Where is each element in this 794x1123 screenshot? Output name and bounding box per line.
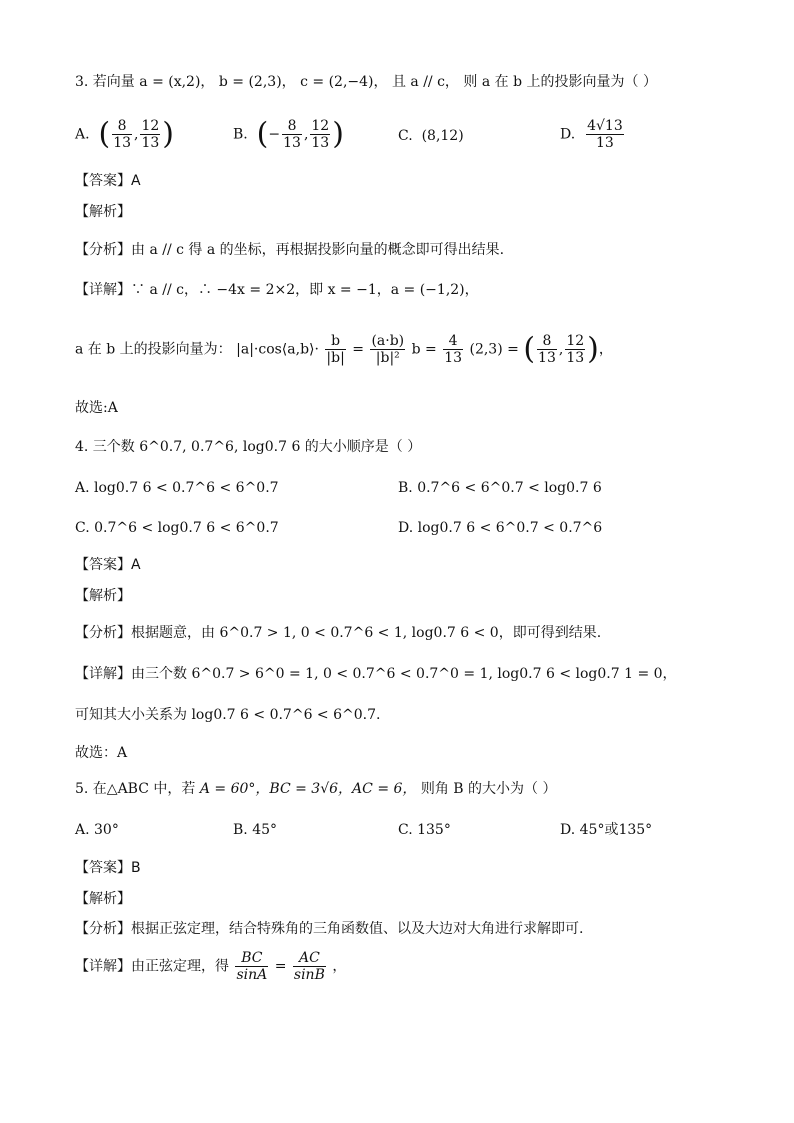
q3-analysis-heading: 【解析】: [75, 204, 131, 220]
q3-stem: [75, 72, 657, 92]
q3-stem-prefix: 3. 若向量: [75, 74, 135, 90]
q3-option-b-label: B.: [233, 126, 248, 143]
q3-stem-vector-a: a = (x,2)，: [139, 74, 215, 90]
q4-option-a: A. log0.7 6 < 0.7^6 < 6^0.7: [75, 480, 279, 496]
q4-guxuan: 故选：A: [75, 745, 128, 761]
q3-fenxi: 【分析】由 a // c 得 a 的坐标，再根据投影向量的概念即可得出结果.: [75, 242, 505, 258]
q3-option-c: [398, 126, 464, 146]
q3-answer: 【答案】A: [75, 173, 141, 189]
q5-xiangjie: [75, 950, 346, 983]
q3-xiangjie-result-frac1: $\frac{8}{13}$: [538, 333, 556, 366]
q3-option-d: [560, 118, 626, 151]
q5-option-d: D. 45°或135°: [560, 822, 653, 838]
q4-option-b: B. 0.7^6 < 6^0.7 < log0.7 6: [398, 480, 602, 496]
q4-fenxi: 【分析】根据题意，由 6^0.7 > 1, 0 < 0.7^6 < 1, log0.7 6 < 0，即可得到结果.: [75, 625, 602, 641]
q4-xiangjie: 【详解】由三个数 6^0.7 > 6^0 = 1, 0 < 0.7^6 < 0.7^0 = 1, log0.7 6 < log0.7 1 = 0，: [75, 666, 677, 682]
q4-stem: 4. 三个数 6^0.7, 0.7^6, log0.7 6 的大小顺序是（ ）: [75, 439, 422, 455]
q3-xiangjie-frac-unit: $\frac{b}{|b|}$: [326, 333, 345, 366]
q3-option-a: A. ( $\frac{8}{13}$ , $\frac{12}{13}$ ): [75, 116, 175, 152]
q5-xiangjie-frac1: $\frac{BC}{\sin A}$: [236, 950, 268, 983]
q3-option-d-frac: $\frac{4√13}{13}$: [587, 118, 623, 151]
q5-option-b: B. 45°: [233, 822, 278, 838]
q5-answer: 【答案】B: [75, 860, 141, 876]
q3-option-b-frac1: $\frac{8}{13}$: [283, 118, 301, 151]
q3-xiangjie-line2-term2: b =: [411, 341, 437, 358]
q3-option-d-label: D.: [560, 126, 576, 143]
q3-option-a-frac2: $\frac{12}{13}$: [141, 118, 160, 151]
q3-stem-question: a 在 b 上的投影向量为（ ）: [481, 74, 657, 90]
q3-option-a-label: A.: [75, 126, 90, 143]
q3-guxuan: 故选:A: [75, 400, 118, 416]
q3-xiangjie-result-frac2: $\frac{12}{13}$: [566, 333, 585, 366]
q5-xiangjie-frac2: $\frac{AC}{\sin B}$: [293, 950, 325, 983]
q5-option-a: A. 30°: [75, 822, 119, 838]
q3-option-b: B. (− $\frac{8}{13}$ , $\frac{12}{13}$ ): [233, 116, 344, 152]
q3-stem-vector-c: c = (2,−4)，: [300, 74, 388, 90]
q3-xiangjie-line1: 【详解】∵ a // c，∴ −4x = 2×2，即 x = −1，a = (−1,2)，: [75, 282, 479, 298]
q3-stem-parallel: a // c，: [410, 74, 459, 90]
q4-answer: 【答案】A: [75, 557, 141, 573]
q4-option-c: C. 0.7^6 < log0.7 6 < 6^0.7: [75, 520, 279, 536]
q5-stem-suffix: 则角 B 的大小为（ ）: [420, 781, 557, 797]
q3-option-b-frac2: $\frac{12}{13}$: [311, 118, 330, 151]
q5-stem: [75, 779, 557, 799]
q3-xiangjie-line2-prefix: a 在 b 上的投影向量为：: [75, 341, 232, 358]
q4-option-d: D. log0.7 6 < 6^0.7 < 0.7^6: [398, 520, 603, 536]
q5-fenxi: 【分析】根据正弦定理，结合特殊角的三角函数值、以及大边对大角进行求解即可.: [75, 921, 584, 937]
q3-xiangjie-line2: a 在 b 上的投影向量为： |a|·cos⟨a,b⟩· $\frac{b}{|b|}$ = $\frac{(a\cdot b)}{\text{|b|²}}$ b = $\frac{4}{13}$ (2,3) = ( $\frac{8}{13}$ , $\frac{12}{13}$ )，: [75, 331, 613, 367]
q5-analysis-heading: 【解析】: [75, 891, 131, 907]
q4-conclusion: 可知其大小关系为 log0.7 6 < 0.7^6 < 6^0.7.: [75, 707, 381, 723]
q5-xiangjie-equals: =: [274, 958, 287, 975]
q3-xiangjie-line2-vector: (2,3) =: [469, 341, 519, 358]
q3-stem-vector-b: b = (2,3)，: [218, 74, 296, 90]
q3-option-c-value: (8,12): [421, 128, 464, 144]
q3-xiangjie-line2-term1: |a|·cos⟨a,b⟩·: [236, 341, 319, 358]
q5-stem-prefix: 5. 在△ABC 中，若: [75, 781, 196, 797]
q3-option-c-label: C.: [398, 128, 413, 144]
q5-option-c: C. 135°: [398, 822, 451, 838]
q3-xiangjie-frac-dot: $\frac{(a\cdot b)}{\text{|b|²}}$: [371, 333, 405, 366]
q5-xiangjie-prefix: 【详解】由正弦定理，得: [75, 958, 229, 975]
q4-analysis-heading: 【解析】: [75, 588, 131, 604]
q5-stem-math: A = 60°，BC = 3√6，AC = 6，: [199, 781, 417, 797]
q3-stem-then: 则: [463, 74, 478, 90]
q5-xiangjie-suffix: ，: [332, 958, 347, 975]
q3-stem-mid: 且: [391, 74, 406, 90]
q3-option-a-frac1: $\frac{8}{13}$: [113, 118, 132, 151]
q3-xiangjie-frac-coef: $\frac{4}{13}$: [444, 333, 463, 366]
